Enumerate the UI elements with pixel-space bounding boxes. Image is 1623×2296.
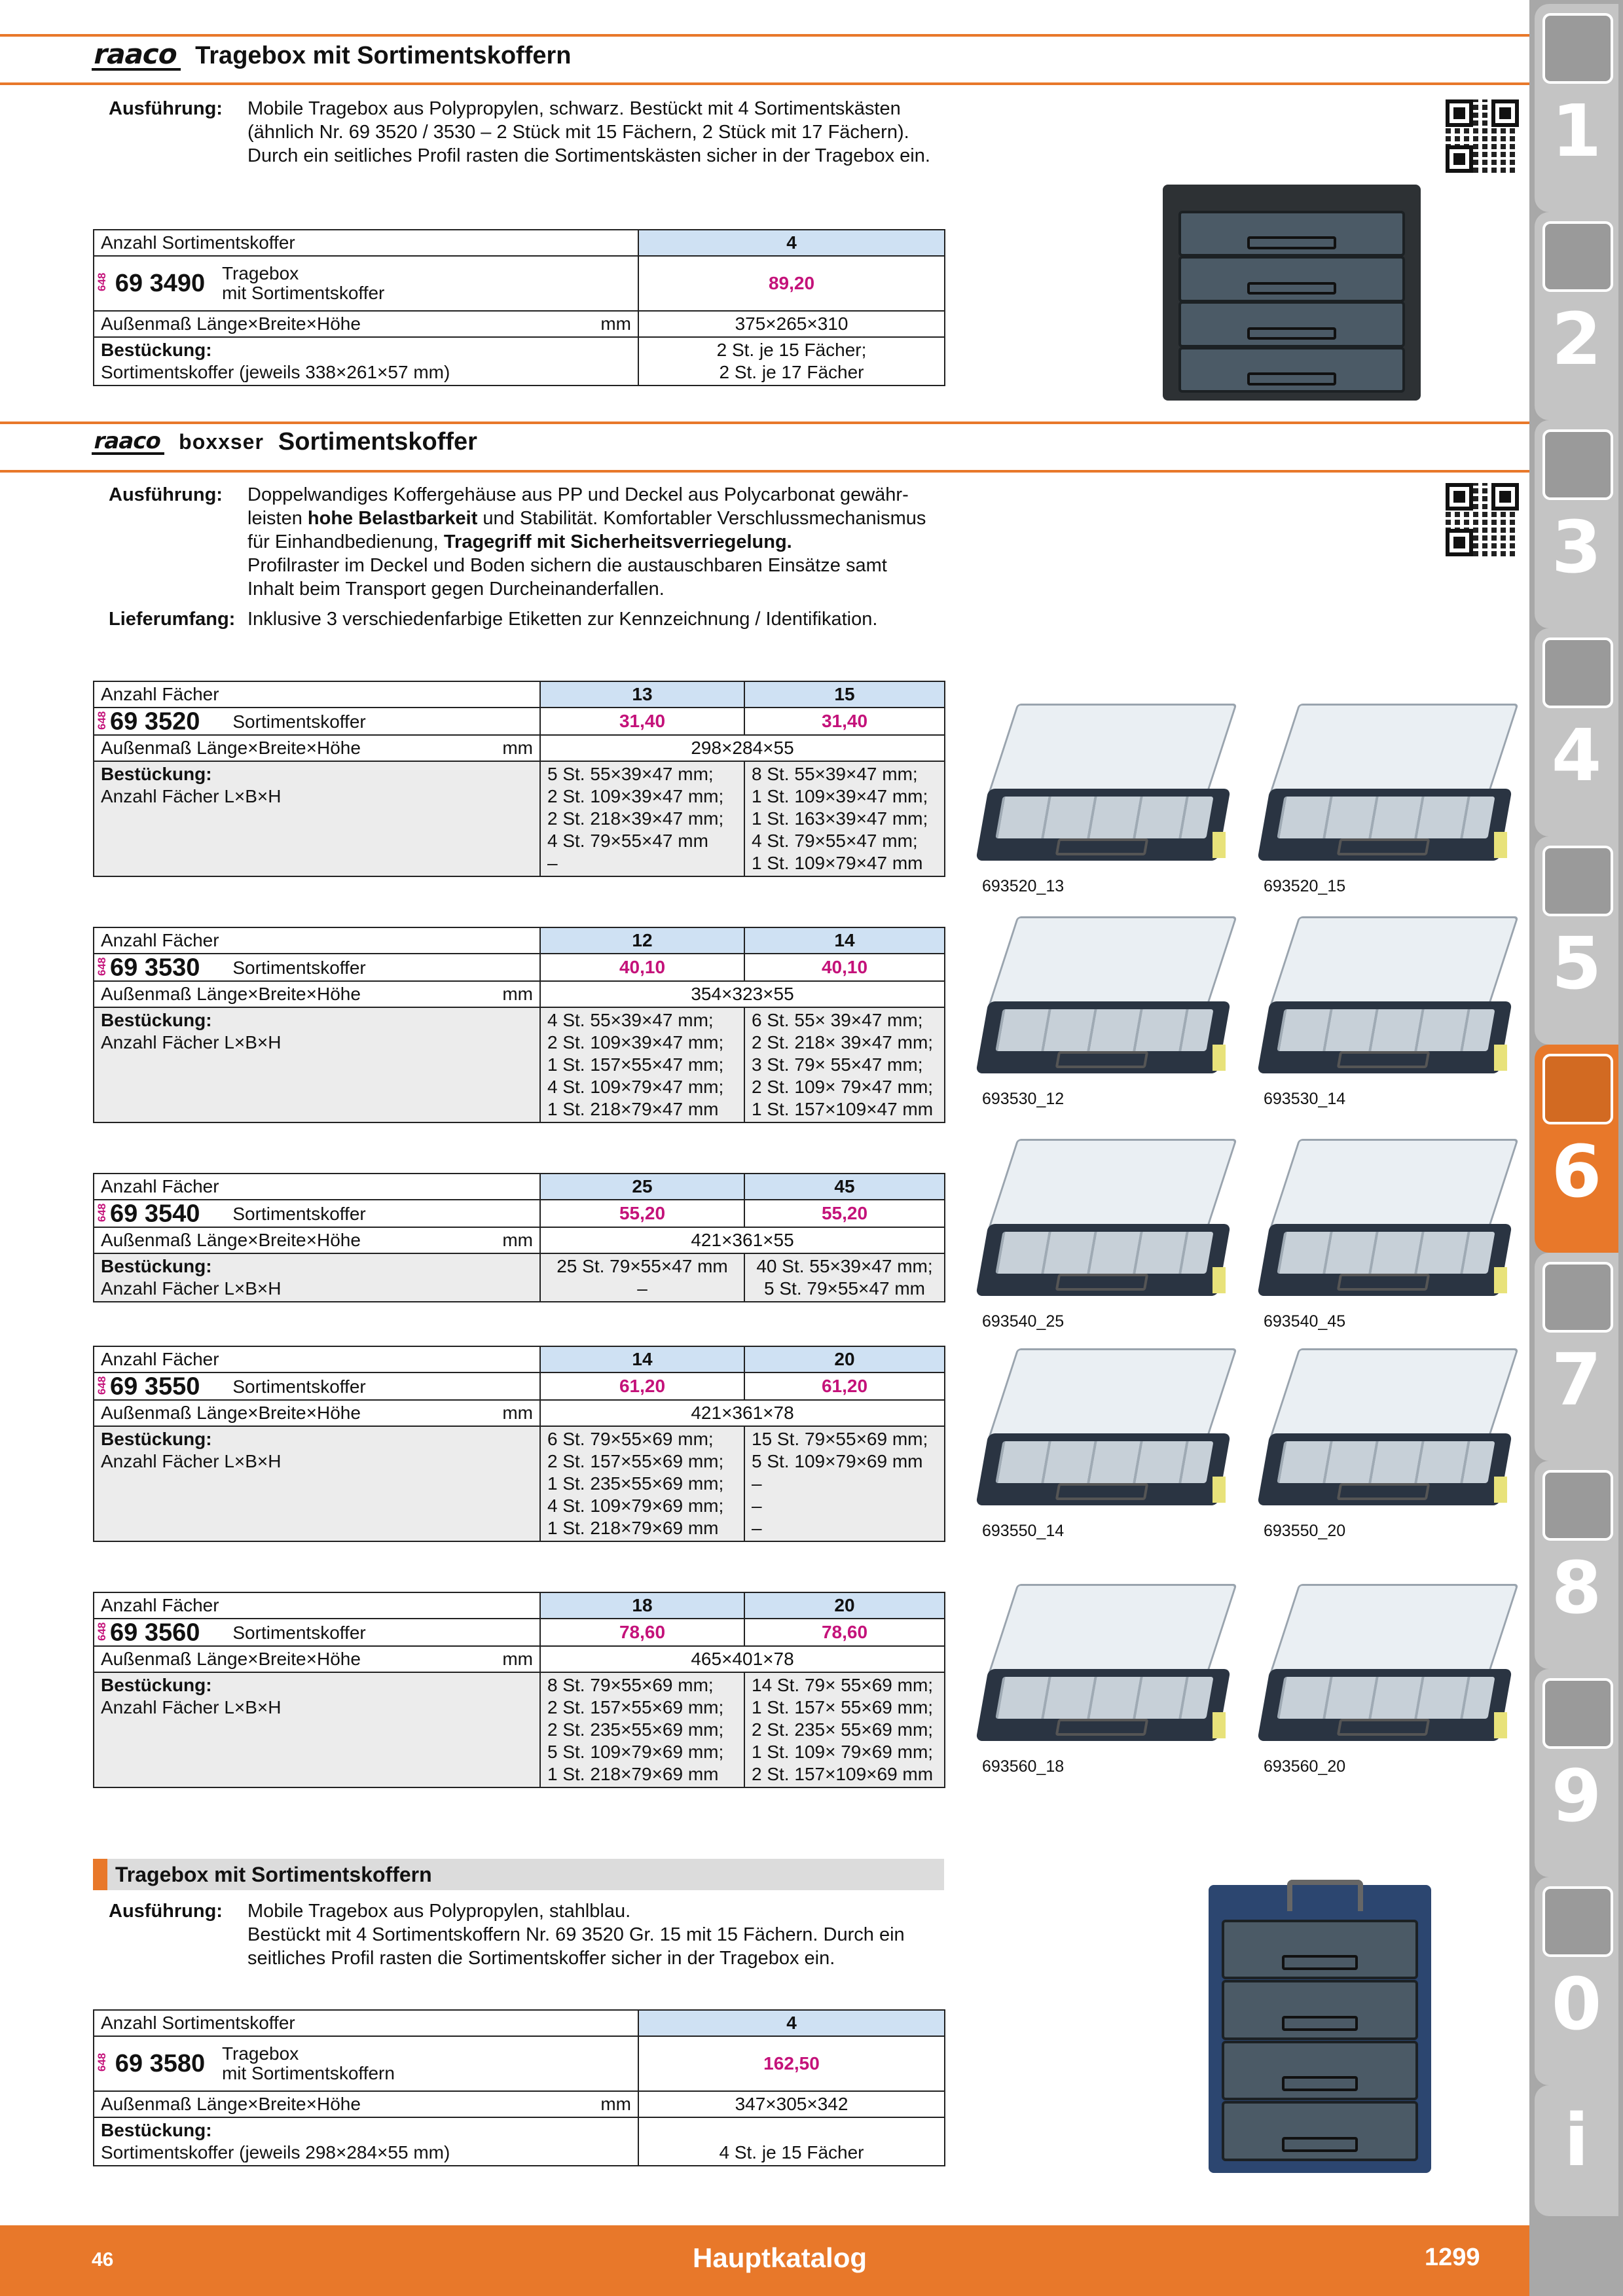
chapter-tab-8[interactable]: [1535, 1461, 1618, 1669]
lieferumfang-text: Inklusive 3 verschiedenfarbige Etiketten zur Kennzeichnung / Identifikation.: [247, 609, 878, 630]
thumbnail-caption: 693540_45: [1264, 1312, 1346, 1331]
article-cell: [94, 1200, 540, 1227]
head-label: Anzahl Fächer: [94, 1346, 540, 1372]
price-1: 78,60: [540, 1619, 744, 1646]
fill-line: 3 St. 79× 55×47 mm;: [752, 1054, 923, 1075]
chapter-tab-0[interactable]: [1535, 1877, 1618, 2085]
page-number-right: 1299: [1425, 2244, 1480, 2271]
section3-header-bar: [93, 1859, 944, 1890]
section3-title: Tragebox mit Sortimentskoffern: [115, 1863, 432, 1886]
category-code: 648: [96, 2053, 108, 2072]
fill-col-1: [540, 761, 744, 876]
section2-top-rule: [0, 422, 1529, 424]
article-desc: Sortimentskoffer: [232, 1622, 366, 1643]
fill-line: 1 St. 163×39×47 mm;: [752, 808, 928, 829]
thumbnail-caption: 693530_14: [1264, 1090, 1346, 1108]
ausfuehrung-label: Ausführung:: [109, 484, 223, 505]
dim-value: 421×361×55: [540, 1227, 945, 1253]
chapter-digit: 9: [1551, 1754, 1602, 1838]
section2-header: [92, 428, 477, 456]
product-thumbnail[interactable]: [1257, 1584, 1519, 1761]
desc-line: Inhalt beim Transport gegen Durcheinanderfallen.: [247, 579, 665, 600]
fill-line: 25 St. 79×55×47 mm: [556, 1255, 728, 1276]
article-number[interactable]: 69 3540: [110, 1200, 200, 1228]
head-label: Anzahl Fächer: [94, 927, 540, 954]
dim-value: 375×265×310: [638, 311, 945, 337]
fill-col-1: [540, 1007, 744, 1122]
price-2: 61,20: [744, 1372, 945, 1400]
fill-line: 2 St. 235× 55×69 mm;: [752, 1719, 934, 1740]
thumbnail-caption: 693530_12: [982, 1090, 1065, 1108]
fill-col-2: [744, 1253, 945, 1302]
dim-value: 465×401×78: [540, 1646, 945, 1672]
fill-line: 4 St. 109×79×47 mm;: [547, 1076, 724, 1097]
price-1: 40,10: [540, 954, 744, 981]
price-2: 78,60: [744, 1619, 945, 1646]
category-code: 648: [96, 1622, 108, 1641]
product-table: [93, 927, 945, 1123]
fill-col-1: [540, 1253, 744, 1302]
chapter-digit: 6: [1551, 1130, 1602, 1213]
price-2: 40,10: [744, 954, 945, 981]
raaco-logo: raaco: [91, 427, 164, 454]
fill-line: 2 St. 109×39×47 mm;: [547, 1031, 724, 1052]
top-rule: [0, 34, 1529, 37]
tragebox-blue-image: [1209, 1885, 1431, 2173]
chapter-digit: 3: [1551, 505, 1602, 589]
chapter-digit: 7: [1551, 1338, 1602, 1422]
article-number[interactable]: 69 3530: [110, 954, 200, 982]
ausfuehrung-label: Ausführung:: [109, 1901, 223, 1922]
fill-line: 4 St. 55×39×47 mm;: [547, 1009, 714, 1030]
category-code: 648: [96, 957, 108, 976]
dim-value: 354×323×55: [540, 981, 945, 1007]
best-value: 2 St. je 15 Fächer; 2 St. je 17 Fächer: [638, 337, 945, 386]
thumbnail-caption: 693520_15: [1264, 877, 1346, 895]
dim-value: 347×305×342: [638, 2091, 945, 2117]
head-label: Anzahl Fächer: [94, 681, 540, 708]
category-code: 648: [96, 1203, 108, 1222]
head-label: Anzahl Sortimentskoffer: [94, 2010, 638, 2036]
desc-line: Doppelwandiges Koffergehäuse aus PP und Deckel aus Polycarbonat gewähr-: [247, 484, 909, 505]
product-thumbnail[interactable]: [976, 1139, 1237, 1316]
article-number[interactable]: 69 3550: [110, 1372, 200, 1401]
thumbnail-caption: 693540_25: [982, 1312, 1065, 1331]
product-table: [93, 681, 945, 877]
cutting-insert-icon: [1542, 221, 1613, 292]
desc-line: für Einhandbedienung, Tragegriff mit Sicherheitsverriegelung.: [247, 531, 792, 552]
head-value-1: 25: [540, 1174, 744, 1200]
fill-line: –: [637, 1278, 647, 1299]
article-cell: [94, 256, 638, 311]
article-cell: [94, 1619, 540, 1646]
article-number[interactable]: 69 3520: [110, 708, 200, 736]
article-desc: Sortimentskoffer: [232, 1376, 366, 1397]
tragebox-black-image: [1163, 185, 1421, 401]
qr-code-icon[interactable]: [1446, 99, 1519, 173]
desc-line: leisten hohe Belastbarkeit und Stabilität. Komfortabler Verschlussmechanismus: [247, 508, 926, 529]
thumbnail-caption: 693520_13: [982, 877, 1065, 895]
fill-line: 4 St. 79×55×47 mm: [547, 830, 708, 851]
dim-label: Außenmaß Länge×Breite×Höhe mm: [94, 1400, 540, 1426]
fill-col-2: [744, 761, 945, 876]
desc-line: Mobile Tragebox aus Polypropylen, stahlblau.: [247, 1901, 631, 1922]
thumbnail-caption: 693560_20: [1264, 1757, 1346, 1776]
hammer-pliers-icon: [1542, 1262, 1613, 1333]
chapter-tab-6[interactable]: [1535, 1045, 1618, 1253]
fill-line: 5 St. 109×79×69 mm;: [547, 1741, 724, 1762]
desc-line: Durch ein seitliches Profil rasten die Sortimentskästen sicher in der Tragebox ein.: [247, 145, 930, 166]
chapter-tab-3[interactable]: [1535, 420, 1618, 628]
fill-line: 1 St. 109×79×47 mm: [752, 852, 923, 873]
fill-line: 1 St. 218×79×69 mm: [547, 1517, 719, 1538]
thumbnail-caption: 693550_20: [1264, 1522, 1346, 1540]
chapter-digit: 2: [1551, 297, 1602, 381]
dim-label: Außenmaß Länge×Breite×Höhe mm: [94, 311, 638, 337]
best-label: Bestückung: Anzahl Fächer L×B×H: [94, 761, 540, 876]
head-value-1: 18: [540, 1592, 744, 1619]
fill-line: 1 St. 235×55×69 mm;: [547, 1473, 724, 1494]
article-desc: Tragebox mit Sortimentskoffer: [221, 263, 385, 303]
product-thumbnail[interactable]: [1257, 916, 1519, 1093]
article-number[interactable]: 69 3490: [115, 270, 206, 297]
best-label: Bestückung: Anzahl Fächer L×B×H: [94, 1007, 540, 1122]
dim-value: 298×284×55: [540, 735, 945, 761]
boxxser-logo: boxxser: [179, 430, 264, 454]
chapter-tab-9[interactable]: [1535, 1669, 1618, 1877]
fill-line: –: [547, 852, 558, 873]
desc-line: Profilraster im Deckel und Boden sichern die austauschbaren Einsätze samt: [247, 555, 887, 576]
lieferumfang-label: Lieferumfang:: [109, 609, 236, 630]
article-number[interactable]: 69 3560: [110, 1619, 200, 1647]
fill-line: 2 St. 157×109×69 mm: [752, 1763, 934, 1784]
head-value: 4: [638, 2010, 945, 2036]
product-table: [93, 1592, 945, 1788]
fill-line: 2 St. 109× 79×47 mm;: [752, 1076, 934, 1097]
fill-line: 1 St. 157×55×47 mm;: [547, 1054, 724, 1075]
section1-rule: [0, 82, 1529, 85]
category-code: 648: [96, 711, 108, 730]
chapter-tab-2[interactable]: [1535, 212, 1618, 420]
fill-line: 8 St. 55×39×47 mm;: [752, 763, 918, 784]
dim-value: 421×361×78: [540, 1400, 945, 1426]
fill-line: 40 St. 55×39×47 mm;: [756, 1255, 933, 1276]
article-cell: [94, 1372, 540, 1400]
desc-line: Bestückt mit 4 Sortimentskoffern Nr. 69 3520 Gr. 15 mit 15 Fächern. Durch ein: [247, 1924, 905, 1945]
product-table: [93, 1173, 945, 1302]
chuck-icon: [1542, 429, 1613, 500]
chapter-tab-4[interactable]: [1535, 628, 1618, 836]
best-label: Bestückung: Sortimentskoffer (jeweils 298×284×55 mm): [94, 2117, 638, 2166]
chapter-digit: 1: [1551, 89, 1602, 173]
desc-line: seitliches Profil rasten die Sortimentskoffer sicher in der Tragebox ein.: [247, 1948, 835, 1969]
article-cell: [94, 708, 540, 735]
fill-line: 2 St. 218×39×47 mm;: [547, 808, 724, 829]
dim-label: Außenmaß Länge×Breite×Höhe mm: [94, 2091, 638, 2117]
fill-line: 6 St. 55× 39×47 mm;: [752, 1009, 923, 1030]
caliper-icon: [1542, 637, 1613, 708]
fill-line: 1 St. 218×79×47 mm: [547, 1098, 719, 1119]
ausfuehrung-label: Ausführung:: [109, 98, 223, 119]
fill-line: 6 St. 79×55×69 mm;: [547, 1428, 714, 1449]
hand-tools-icon: [1542, 1054, 1613, 1124]
section3-description: [109, 1899, 986, 1978]
fill-line: 8 St. 79×55×69 mm;: [547, 1674, 714, 1695]
product-table: [93, 1346, 945, 1542]
product-thumbnail[interactable]: [1257, 1348, 1519, 1525]
article-desc: Sortimentskoffer: [232, 711, 366, 732]
desc-line: (ähnlich Nr. 69 3520 / 3530 – 2 Stück mit 15 Fächern, 2 Stück mit 17 Fächern).: [247, 122, 909, 143]
workshop-tools-icon: [1542, 1470, 1613, 1541]
thumbnail-caption: 693550_14: [982, 1522, 1065, 1540]
fill-line: 2 St. 109×39×47 mm;: [547, 785, 724, 806]
head-value-1: 13: [540, 681, 744, 708]
dim-label: Außenmaß Länge×Breite×Höhe mm: [94, 1646, 540, 1672]
head-label: Anzahl Fächer: [94, 1592, 540, 1619]
head-value-2: 20: [744, 1592, 945, 1619]
fill-line: 4 St. 79×55×47 mm;: [752, 830, 918, 851]
head-label: Anzahl Sortimentskoffer: [94, 230, 638, 256]
section2-rule: [0, 470, 1529, 473]
price-1: 61,20: [540, 1372, 744, 1400]
fill-col-2: [744, 1672, 945, 1787]
catalog-title: Hauptkatalog: [693, 2242, 867, 2273]
grinding-disc-icon: [1542, 846, 1613, 916]
chapter-tab-1[interactable]: [1535, 4, 1618, 212]
article-desc: Tragebox mit Sortimentskoffern: [221, 2043, 395, 2083]
chapter-digit: 0: [1551, 1962, 1602, 2046]
chapter-tab-7[interactable]: [1535, 1253, 1618, 1461]
fill-line: 1 St. 157×109×47 mm: [752, 1098, 934, 1119]
fill-line: 5 St. 55×39×47 mm;: [547, 763, 714, 784]
product-thumbnail[interactable]: [976, 916, 1237, 1093]
fill-col-1: [540, 1672, 744, 1787]
product-thumbnail[interactable]: [976, 1348, 1237, 1525]
product-thumbnail[interactable]: [976, 1584, 1237, 1761]
fill-line: 1 St. 109×39×47 mm;: [752, 785, 928, 806]
head-value-1: 12: [540, 927, 744, 954]
fill-line: 14 St. 79× 55×69 mm;: [752, 1674, 934, 1695]
article-desc: Sortimentskoffer: [232, 957, 366, 978]
article-number[interactable]: 69 3580: [115, 2050, 206, 2077]
category-code: 648: [96, 1376, 108, 1395]
raaco-logo: raaco: [90, 38, 181, 70]
price: 89,20: [638, 256, 945, 311]
drill-bit-icon: [1542, 13, 1613, 84]
price-1: 31,40: [540, 708, 744, 735]
fill-line: 1 St. 157× 55×69 mm;: [752, 1696, 934, 1717]
head-value-2: 14: [744, 927, 945, 954]
fill-line: 2 St. 218× 39×47 mm;: [752, 1031, 934, 1052]
fill-line: 2 St. 157×55×69 mm;: [547, 1450, 724, 1471]
article-cell: [94, 954, 540, 981]
article-cell: [94, 2036, 638, 2091]
qr-code-icon[interactable]: [1446, 483, 1519, 556]
fill-col-2: [744, 1426, 945, 1541]
head-value-2: 20: [744, 1346, 945, 1372]
fill-line: 1 St. 109× 79×69 mm;: [752, 1741, 934, 1762]
chapter-tab-i[interactable]: [1535, 2085, 1618, 2216]
tool-cabinet-icon: [1542, 1678, 1613, 1749]
fill-line: –: [752, 1495, 762, 1516]
price: 162,50: [638, 2036, 945, 2091]
best-label: Bestückung: Anzahl Fächer L×B×H: [94, 1426, 540, 1541]
head-value-2: 45: [744, 1174, 945, 1200]
head-value-2: 15: [744, 681, 945, 708]
price-2: 55,20: [744, 1200, 945, 1227]
footer-bar: [0, 2225, 1529, 2296]
fill-line: 15 St. 79×55×69 mm;: [752, 1428, 928, 1449]
product-thumbnail[interactable]: [976, 704, 1237, 880]
section1-description: [109, 97, 986, 175]
fill-col-1: [540, 1426, 744, 1541]
fill-line: 5 St. 79×55×47 mm: [764, 1278, 925, 1299]
fill-line: 1 St. 218×79×69 mm: [547, 1763, 719, 1784]
chapter-digit: i: [1564, 2098, 1589, 2182]
page-number-left: 46: [92, 2249, 114, 2270]
desc-line: Mobile Tragebox aus Polypropylen, schwarz. Bestückt mit 4 Sortimentskästen: [247, 98, 901, 119]
product-table-693580: [93, 2009, 945, 2166]
product-table-693490: [93, 229, 945, 386]
product-thumbnail[interactable]: [1257, 704, 1519, 880]
chapter-digit: 5: [1551, 922, 1602, 1005]
price-1: 55,20: [540, 1200, 744, 1227]
article-desc: Sortimentskoffer: [232, 1203, 366, 1224]
best-label: Bestückung: Anzahl Fächer L×B×H: [94, 1253, 540, 1302]
head-value: 4: [638, 230, 945, 256]
best-label: Bestückung: Anzahl Fächer L×B×H: [94, 1672, 540, 1787]
section1-header: [90, 38, 572, 71]
best-value: 4 St. je 15 Fächer: [638, 2117, 945, 2166]
fill-line: 5 St. 109×79×69 mm: [752, 1450, 923, 1471]
safety-equipment-icon: [1542, 1886, 1613, 1957]
price-2: 31,40: [744, 708, 945, 735]
fill-line: –: [752, 1517, 762, 1538]
head-label: Anzahl Fächer: [94, 1174, 540, 1200]
best-label: Bestückung: Sortimentskoffer (jeweils 338×261×57 mm): [94, 337, 638, 386]
dim-label: Außenmaß Länge×Breite×Höhe mm: [94, 735, 540, 761]
fill-line: –: [752, 1473, 762, 1494]
chapter-tab-5[interactable]: [1535, 836, 1618, 1045]
section2-title: Sortimentskoffer: [278, 428, 477, 456]
fill-line: 2 St. 157×55×69 mm;: [547, 1696, 724, 1717]
product-thumbnail[interactable]: [1257, 1139, 1519, 1316]
thumbnail-caption: 693560_18: [982, 1757, 1065, 1776]
head-value-1: 14: [540, 1346, 744, 1372]
fill-line: 2 St. 235×55×69 mm;: [547, 1719, 724, 1740]
section2-description: [109, 483, 986, 634]
section1-title: Tragebox mit Sortimentskoffern: [195, 41, 572, 69]
chapter-digit: 4: [1551, 713, 1602, 797]
chapter-digit: 8: [1551, 1546, 1602, 1630]
dim-label: Außenmaß Länge×Breite×Höhe mm: [94, 981, 540, 1007]
fill-line: 4 St. 109×79×69 mm;: [547, 1495, 724, 1516]
dim-label: Außenmaß Länge×Breite×Höhe mm: [94, 1227, 540, 1253]
fill-col-2: [744, 1007, 945, 1122]
category-code: 648: [96, 272, 108, 291]
